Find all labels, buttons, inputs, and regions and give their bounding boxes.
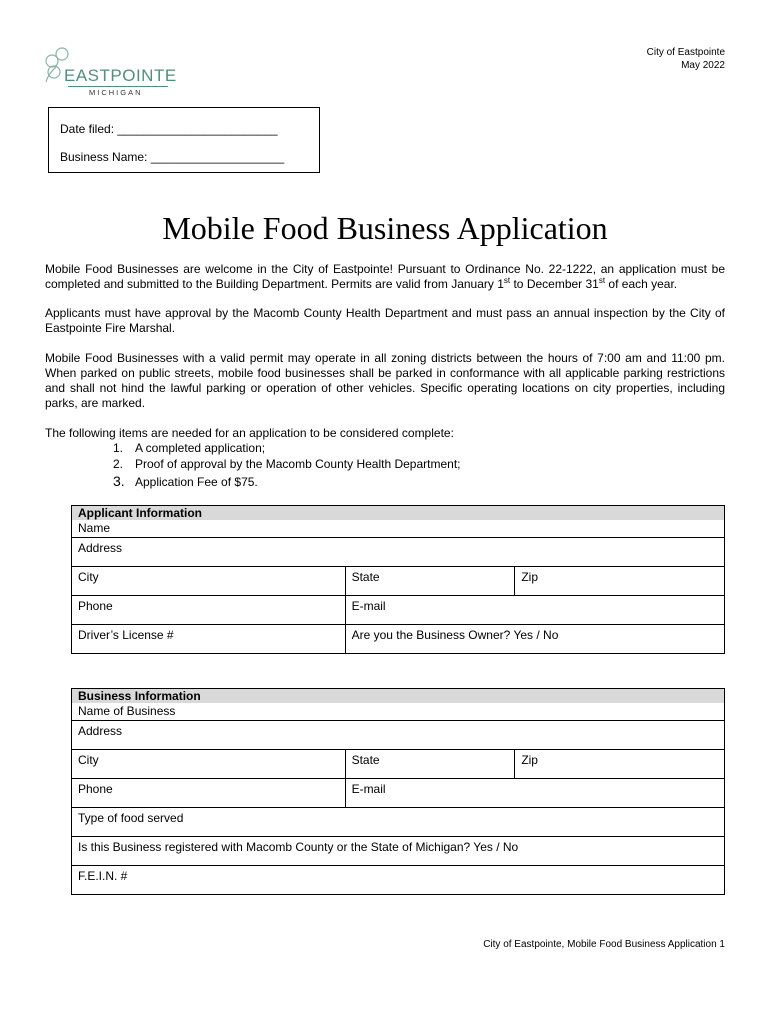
applicant-city-field[interactable]: City (72, 566, 346, 595)
drivers-license-field[interactable]: Driver’s License # (72, 624, 346, 653)
list-item: 1. A completed application; (113, 441, 266, 455)
applicant-state-field[interactable]: State (345, 566, 515, 595)
business-city-field[interactable]: City (72, 749, 346, 778)
logo-rule (68, 86, 168, 87)
requirements-intro: The following items are needed for an application to be considered complete: (45, 426, 454, 440)
applicant-zip-field[interactable]: Zip (515, 566, 725, 595)
business-name-of-business-field[interactable]: Name of Business (72, 703, 725, 720)
business-state-field[interactable]: State (345, 749, 515, 778)
applicant-email-field[interactable]: E-mail (345, 595, 724, 624)
page-title: Mobile Food Business Application (162, 210, 608, 246)
fein-field[interactable]: F.E.I.N. # (72, 865, 725, 894)
business-zip-field[interactable]: Zip (515, 749, 725, 778)
business-owner-question[interactable]: Are you the Business Owner? Yes / No (345, 624, 724, 653)
page-footer: City of Eastpointe, Mobile Food Business Application 1 (483, 939, 725, 950)
applicant-phone-field[interactable]: Phone (72, 595, 346, 624)
applicant-name-field[interactable]: Name (72, 520, 725, 537)
business-name-field[interactable]: Business Name: ____________________ (60, 150, 285, 164)
intro-paragraph-2: Applicants must have approval by the Macomb County Health Department and must pass an annual inspection by the City of Eastpointe Fire Marshal. (45, 306, 725, 335)
header-date: May 2022 (681, 60, 725, 71)
office-use-box (48, 107, 320, 173)
intro-paragraph-1: Mobile Food Businesses are welcome in the City of Eastpointe! Pursuant to Ordinance No. 22-1222, an application must be completed and submitted to the Building Department. Permits are valid from January 1st to December 31st of each year. (45, 262, 725, 291)
business-address-field[interactable]: Address (72, 720, 725, 749)
business-information-table (71, 688, 725, 895)
business-email-field[interactable]: E-mail (345, 778, 724, 807)
food-type-field[interactable]: Type of food served (72, 807, 725, 836)
list-item: 3. Application Fee of $75. (113, 473, 258, 489)
header-org: City of Eastpointe (646, 47, 725, 58)
applicant-address-field[interactable]: Address (72, 537, 725, 566)
header-meta (647, 46, 725, 72)
list-item: 2. Proof of approval by the Macomb County Health Department; (113, 457, 461, 471)
eastpointe-logo (40, 44, 180, 100)
applicant-heading: Applicant Information (72, 506, 725, 521)
applicant-information-table (71, 505, 725, 654)
intro-paragraph-3: Mobile Food Businesses with a valid permit may operate in all zoning districts between the hours of 7:00 am and 11:00 pm. When parked on public streets, mobile food businesses shall be parked in conformance with all applicable parking restrictions and shall not hind the lawful parking or operation of other vehicles. Specific operating locations on city properties, including parks, are marked. (45, 351, 725, 410)
requirements-list (113, 440, 461, 490)
business-heading: Business Information (72, 689, 725, 704)
business-phone-field[interactable]: Phone (72, 778, 346, 807)
logo-wordmark: EASTPOINTE (64, 66, 177, 85)
date-filed-field[interactable]: Date filed: ________________________ (60, 122, 278, 136)
logo-subtitle: MICHIGAN (89, 88, 143, 97)
registration-question[interactable]: Is this Business registered with Macomb County or the State of Michigan? Yes / No (72, 836, 725, 865)
